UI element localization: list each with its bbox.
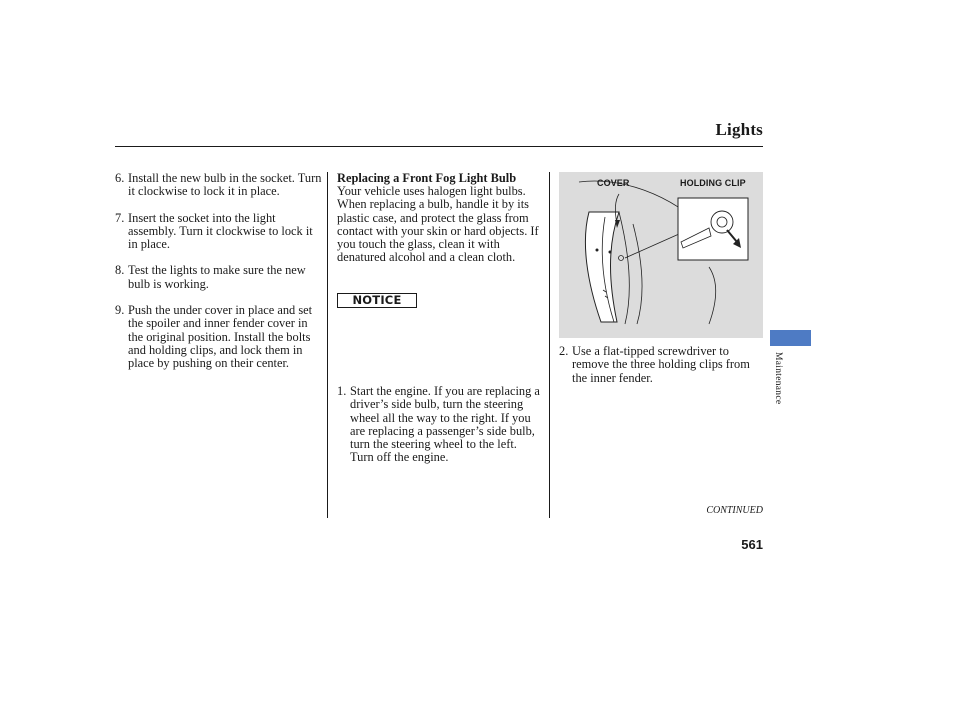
step-number: 7. (115, 210, 125, 225)
holding-clip-label: HOLDING CLIP (680, 178, 746, 188)
cover-label: COVER (597, 178, 630, 188)
page-title: Lights (715, 120, 763, 139)
section-heading: Replacing a Front Fog Light Bulb (337, 171, 517, 185)
page-number: 561 (741, 537, 763, 552)
step-1 (337, 385, 543, 465)
step-number: 2. (559, 344, 569, 358)
column3-steps (559, 345, 763, 385)
step-text: Use a flat-tipped screwdriver to remove the three holding clips from the inner fender. (572, 344, 750, 385)
step-text: Push the under cover in place and set the spoiler and inner fender cover in the original position. Install the bolts and holding clips, and lock them in place by pushing on their center. (128, 303, 313, 371)
step-2 (559, 345, 763, 385)
step-number: 9. (115, 303, 125, 318)
step-number: 1. (337, 384, 347, 398)
section-tab-label: Maintenance (773, 352, 783, 405)
column2-steps (337, 385, 543, 465)
step-number: 6. (115, 171, 125, 185)
fender-drawing (559, 172, 763, 338)
notice-box: NOTICE (337, 293, 417, 308)
step-8 (115, 264, 323, 291)
section-paragraph: Your vehicle uses halogen light bulbs. When replacing a bulb, handle it by its plastic case, and protect the glass from contact with your skin or hard objects. If you touch the glass, clean it with denatured alcohol and a clean cloth. (337, 184, 539, 265)
step-6 (115, 172, 323, 199)
step-text: Start the engine. If you are replacing a driver’s side bulb, turn the steering wheel all the way to the right. If you are replacing a passenger’s side bulb, turn the steering wheel to the left. Turn off the engine. (350, 384, 540, 465)
step-9 (115, 304, 323, 370)
continued-label: CONTINUED (706, 505, 763, 516)
step-text: Insert the socket into the light assembly. Turn it clockwise to lock it in place. (128, 210, 313, 252)
step-7 (115, 212, 323, 252)
title-divider (115, 146, 763, 147)
column1-steps (115, 172, 323, 384)
step-text: Test the lights to make sure the new bulb is working. (128, 263, 306, 291)
section-tab (770, 330, 811, 346)
column-divider-1 (327, 172, 328, 518)
column-divider-2 (549, 172, 550, 518)
step-number: 8. (115, 263, 125, 278)
fog-light-illustration (559, 172, 763, 338)
step-text: Install the new bulb in the socket. Turn it clockwise to lock it in place. (128, 171, 322, 199)
